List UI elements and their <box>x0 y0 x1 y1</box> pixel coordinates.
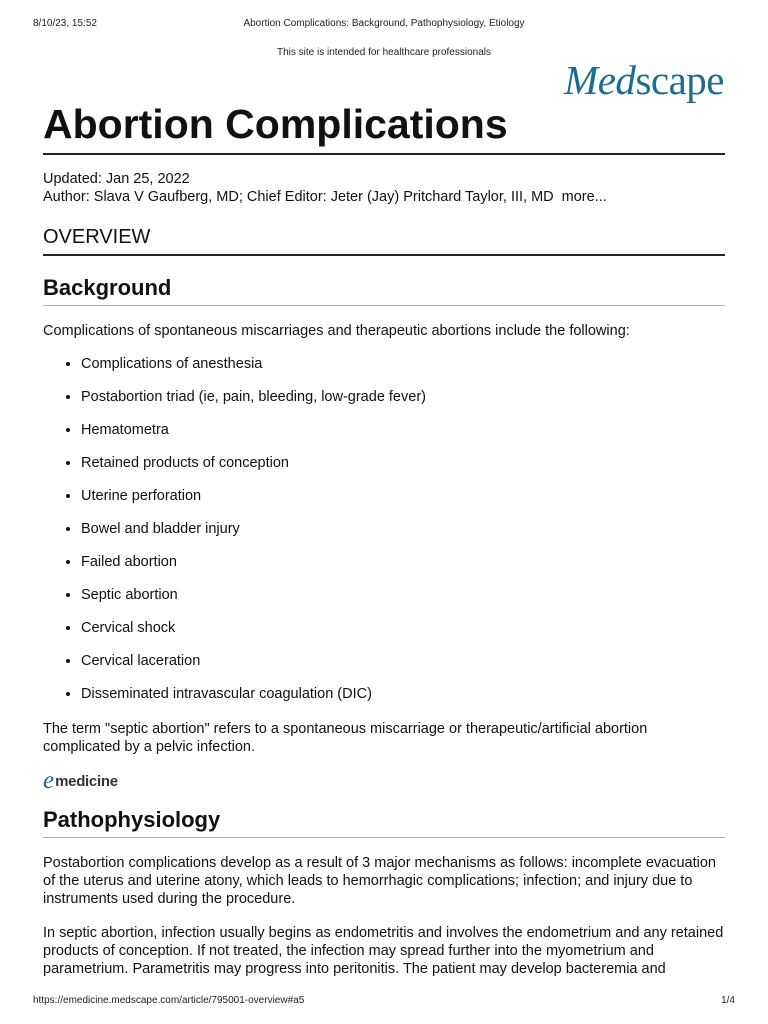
article-meta <box>43 170 725 206</box>
pathophysiology-paragraph-2: In septic abortion, infection usually begins as endometritis and involves the endometrium and any retained products of conception. If not treated, the infection may spread further into the myometrium and parametrium. Parametritis may progress into peritonitis. The patient may develop bacteremia and <box>43 925 724 977</box>
emedicine-logo-text: medicine <box>55 772 118 790</box>
background-intro: Complications of spontaneous miscarriages and therapeutic abortions include the following: <box>43 323 630 339</box>
more-link[interactable]: more... <box>561 189 607 205</box>
emedicine-logo-e: e <box>43 767 55 794</box>
list-item: • Retained products of conception <box>81 454 725 487</box>
updated-date: Updated: Jan 25, 2022 <box>43 171 190 187</box>
pathophysiology-heading: Pathophysiology <box>43 806 725 838</box>
background-heading: Background <box>43 274 725 306</box>
logo-part-scape: scape <box>635 57 724 103</box>
logo-part-med: Med <box>564 57 636 103</box>
section-label-overview: OVERVIEW <box>43 224 725 256</box>
list-item: • Failed abortion <box>81 553 725 586</box>
list-item: • Cervical laceration <box>81 652 725 685</box>
emedicine-logo[interactable] <box>43 768 725 794</box>
septic-abortion-note: The term "septic abortion" refers to a spontaneous miscarriage or therapeutic/artificial abortion complicated by a pelvic infection. <box>43 721 648 755</box>
print-timestamp: 8/10/23, 15:52 <box>33 18 97 29</box>
author-line <box>43 188 725 206</box>
print-page-title: Abortion Complications: Background, Pathophysiology, Etiology <box>243 18 525 29</box>
page-url: https://emedicine.medscape.com/article/795001-overview#a5 <box>33 995 305 1006</box>
article-title: Abortion Complications <box>43 100 725 155</box>
list-item: • Cervical shock <box>81 619 725 652</box>
list-item: • Hematometra <box>81 421 725 454</box>
list-item: • Septic abortion <box>81 586 725 619</box>
author-text: Author: Slava V Gaufberg, MD; Chief Editor: Jeter (Jay) Pritchard Taylor, III, MD <box>43 189 554 205</box>
medscape-logo[interactable] <box>564 56 724 104</box>
list-item: • Postabortion triad (ie, pain, bleeding, low-grade fever) <box>81 388 725 421</box>
list-item: • Complications of anesthesia <box>81 355 725 388</box>
pathophysiology-paragraph-1: Postabortion complications develop as a result of 3 major mechanisms as follows: incomplete evacuation of the uterus and uterine atony, which leads to hemorrhagic complications; infection; and injury due to instruments used during the procedure. <box>43 855 716 907</box>
article-content <box>43 100 725 978</box>
complications-list <box>43 355 725 718</box>
page-number: 1/4 <box>721 995 735 1006</box>
list-item: • Disseminated intravascular coagulation (DIC) <box>81 685 725 718</box>
list-item: • Bowel and bladder injury <box>81 520 725 553</box>
professional-notice: This site is intended for healthcare professionals <box>276 47 491 58</box>
list-item: • Uterine perforation <box>81 487 725 520</box>
